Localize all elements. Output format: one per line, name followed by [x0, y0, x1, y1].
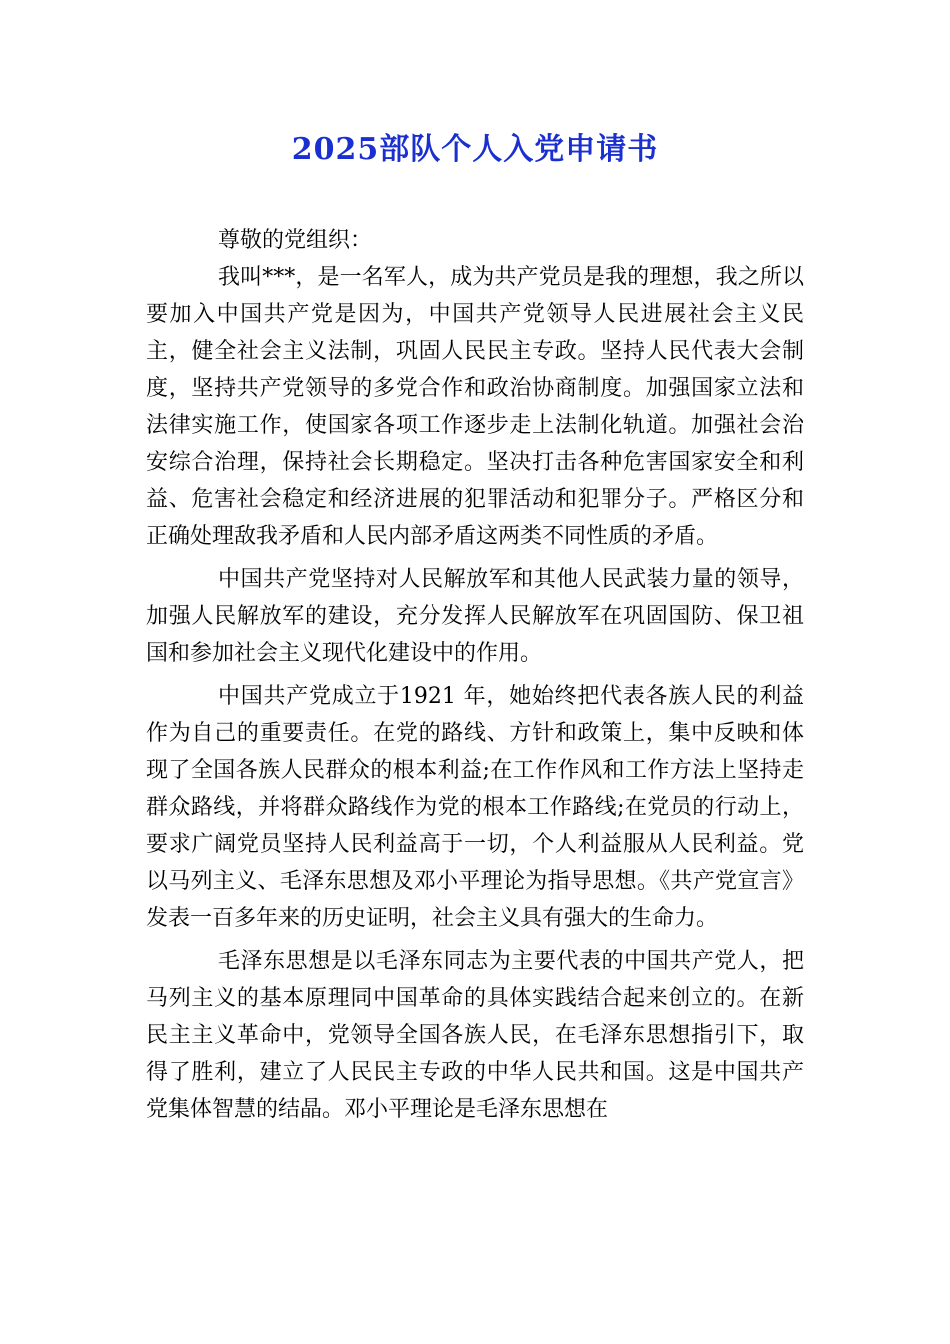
paragraph-4: 毛泽东思想是以毛泽东同志为主要代表的中国共产党人，把马列主义的基本原理同中国革命的具体实践结合起来创立的。在新民主主义革命中，党领导全国各族人民，在毛泽东思想指引下，取得了胜利，建立了人民民主专政的中华人民共和国。这是中国共产党集体智慧的结晶。邓小平理论是毛泽东思想在	[146, 949, 804, 1122]
document-title: 2025部队个人入党申请书	[291, 132, 659, 167]
paragraph-1: 我叫***，是一名军人，成为共产党员是我的理想，我之所以要加入中国共产党是因为，中国共产党领导人民进展社会主义民主，健全社会主义法制，巩固人民民主专政。坚持人民代表大会制度，坚持共产党领导的多党合作和政治协商制度。加强国家立法和法律实施工作，使国家各项工作逐步走上法制化轨道。加强社会治安综合治理，保持社会长期稳定。坚决打击各种危害国家安全和利益、危害社会稳定和经济进展的犯罪活动和犯罪分子。严格区分和正确处理敌我矛盾和人民内部矛盾这两类不同性质的矛盾。	[146, 265, 804, 549]
paragraph-3: 中国共产党成立于1921 年，她始终把代表各族人民的利益作为自己的重要责任。在党的路线、方针和政策上，集中反映和体现了全国各族人民群众的根本利益;在工作作风和工作方法上坚持走群众路线，并将群众路线作为党的根本工作路线;在党员的行动上，要求广阔党员坚持人民利益高于一切，个人利益服从人民利益。党以马列主义、毛泽东思想及邓小平理论为指导思想。《共产党宣言》发表一百多年来的历史证明，社会主义具有强大的生命力。	[146, 684, 804, 931]
salutation: 尊敬的党组织：	[218, 228, 373, 253]
document-body	[146, 222, 804, 1128]
paragraph-2: 中国共产党坚持对人民解放军和其他人民武装力量的领导，加强人民解放军的建设，充分发挥人民解放军在巩固国防、保卫祖国和参加社会主义现代化建设中的作用。	[146, 567, 804, 666]
